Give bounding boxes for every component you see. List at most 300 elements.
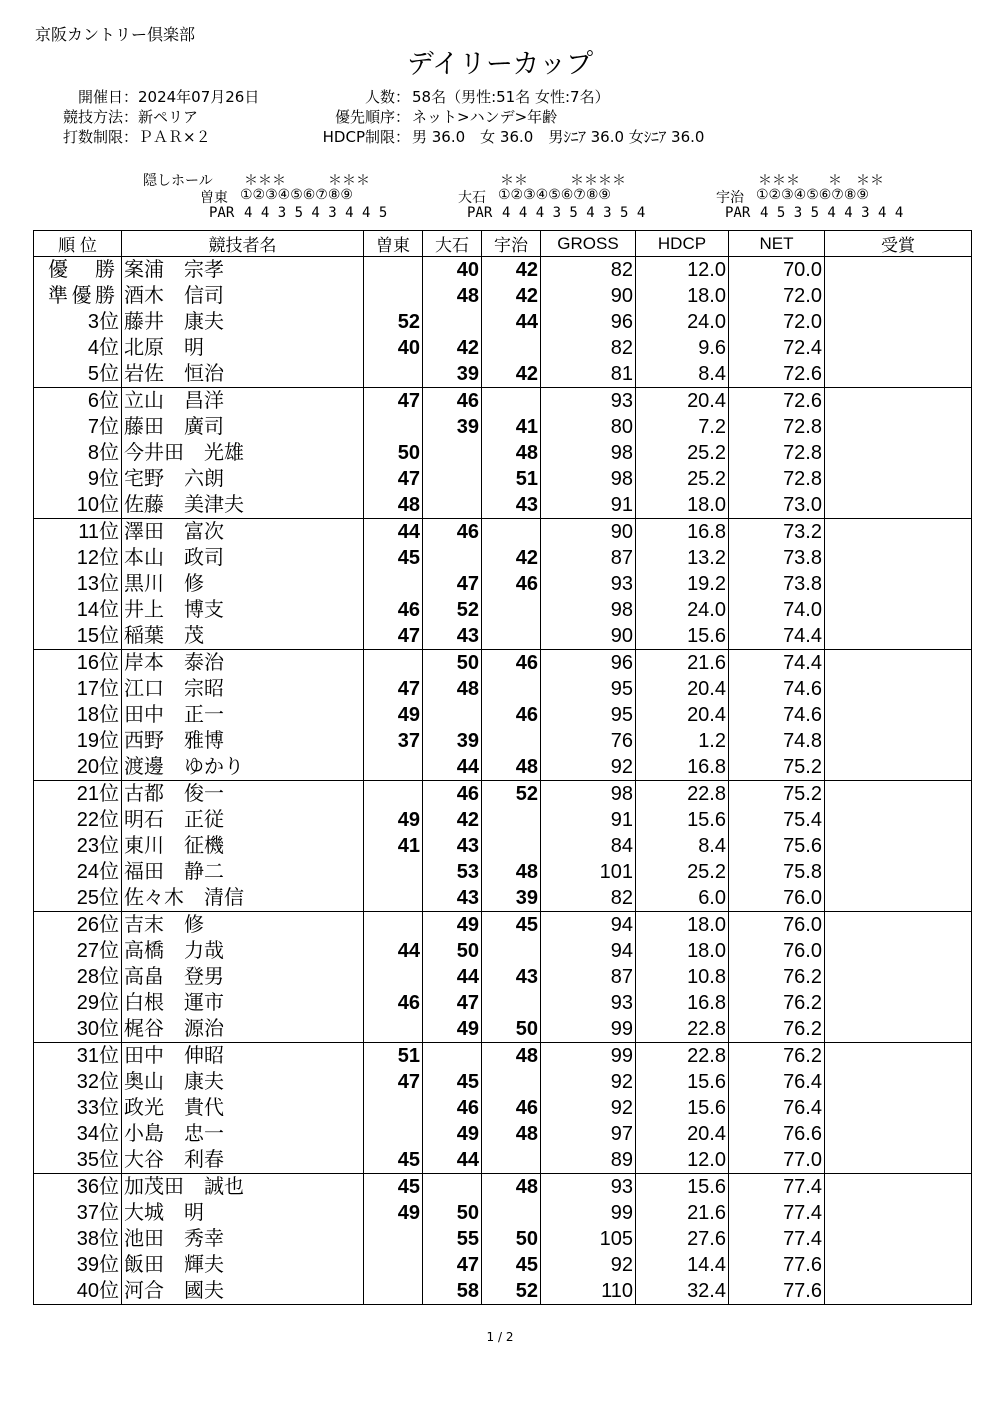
uji-score-cell [482, 833, 541, 859]
net-cell: 73.8 [729, 545, 825, 571]
rank-cell: 29位 [34, 990, 122, 1016]
gross-cell: 96 [541, 309, 636, 335]
header-award: 受賞 [825, 231, 972, 257]
sotou-score-cell [364, 361, 423, 388]
uji-score-cell: 41 [482, 414, 541, 440]
rank-cell: 20位 [34, 754, 122, 781]
oishi-score-cell: 42 [423, 807, 482, 833]
rank-cell: 27位 [34, 938, 122, 964]
table-row [34, 781, 972, 808]
net-cell: 74.4 [729, 623, 825, 650]
uji-score-cell: 51 [482, 466, 541, 492]
gross-cell: 87 [541, 545, 636, 571]
gross-cell: 82 [541, 885, 636, 912]
table-row [34, 990, 972, 1016]
award-cell [825, 702, 972, 728]
header-uji: 宇治 [482, 231, 541, 257]
gross-cell: 99 [541, 1200, 636, 1226]
rank-cell: 13位 [34, 571, 122, 597]
oishi-score-cell: 50 [423, 938, 482, 964]
player-name-cell: 黒川 修 [122, 571, 364, 597]
rank-cell: 11位 [34, 519, 122, 546]
gross-cell: 96 [541, 650, 636, 677]
player-name-cell: 井上 博支 [122, 597, 364, 623]
net-cell: 74.6 [729, 702, 825, 728]
gross-cell: 99 [541, 1016, 636, 1043]
hdcp-cell: 15.6 [636, 623, 729, 650]
gross-cell: 98 [541, 440, 636, 466]
table-row [34, 1016, 972, 1043]
award-cell [825, 1226, 972, 1252]
award-cell [825, 361, 972, 388]
hdcp-cell: 7.2 [636, 414, 729, 440]
rank-cell: 22位 [34, 807, 122, 833]
hdcp-cell: 12.0 [636, 1147, 729, 1174]
uji-score-cell [482, 1069, 541, 1095]
hdcp-cell: 16.8 [636, 754, 729, 781]
net-cell: 70.0 [729, 257, 825, 284]
oishi-score-cell: 55 [423, 1226, 482, 1252]
player-name-cell: 加茂田 誠也 [122, 1174, 364, 1201]
uji-score-cell [482, 1147, 541, 1174]
sotou-score-cell: 37 [364, 728, 423, 754]
gross-cell: 92 [541, 1095, 636, 1121]
player-name-cell: 藤田 廣司 [122, 414, 364, 440]
net-cell: 76.2 [729, 1043, 825, 1070]
rank-cell: 39位 [34, 1252, 122, 1278]
sotou-score-cell: 52 [364, 309, 423, 335]
net-cell: 73.0 [729, 492, 825, 519]
hdcp-cell: 18.0 [636, 492, 729, 519]
page-number: 1 / 2 [486, 1330, 514, 1344]
gross-cell: 93 [541, 571, 636, 597]
gross-cell: 101 [541, 859, 636, 885]
gross-cell: 90 [541, 623, 636, 650]
award-cell [825, 912, 972, 939]
oishi-score-cell: 39 [423, 361, 482, 388]
player-name-cell: 酒木 信司 [122, 283, 364, 309]
net-cell: 74.8 [729, 728, 825, 754]
oishi-score-cell: 45 [423, 1069, 482, 1095]
gross-cell: 93 [541, 388, 636, 415]
rank-cell: 12位 [34, 545, 122, 571]
hdcp-cell: 18.0 [636, 912, 729, 939]
header-hdcp: HDCP [636, 231, 729, 257]
rank-cell: 16位 [34, 650, 122, 677]
rank-cell: 5位 [34, 361, 122, 388]
uji-score-cell [482, 938, 541, 964]
net-cell: 77.6 [729, 1278, 825, 1305]
table-row [34, 1095, 972, 1121]
award-cell [825, 650, 972, 677]
net-cell: 75.6 [729, 833, 825, 859]
oishi-score-cell [423, 545, 482, 571]
gross-cell: 89 [541, 1147, 636, 1174]
sotou-score-cell [364, 781, 423, 808]
oishi-score-cell: 39 [423, 728, 482, 754]
hdcp-cell: 16.8 [636, 990, 729, 1016]
player-name-cell: 北原 明 [122, 335, 364, 361]
oishi-score-cell [423, 309, 482, 335]
par-label-uji: PAR [725, 205, 751, 221]
table-row [34, 257, 972, 284]
sotou-score-cell: 44 [364, 519, 423, 546]
player-name-cell: 政光 貴代 [122, 1095, 364, 1121]
table-row [34, 912, 972, 939]
award-cell [825, 1252, 972, 1278]
par-oishi: 4 4 4 3 5 4 3 5 4 [502, 205, 646, 221]
sotou-score-cell: 44 [364, 938, 423, 964]
net-cell: 74.6 [729, 676, 825, 702]
holes-uji: ①②③④⑤⑥⑦⑧⑨ [756, 187, 869, 203]
method-label: 競技方法： [62, 108, 138, 126]
sotou-score-cell [364, 257, 423, 284]
rank-cell: 40位 [34, 1278, 122, 1305]
par-sotou: 4 4 3 5 4 3 4 4 5 [244, 205, 388, 221]
oishi-score-cell: 48 [423, 283, 482, 309]
uji-score-cell [482, 728, 541, 754]
rank-cell: 36位 [34, 1174, 122, 1201]
oishi-score-cell: 43 [423, 623, 482, 650]
oishi-score-cell: 42 [423, 335, 482, 361]
hdcp-cell: 15.6 [636, 1095, 729, 1121]
rank-cell: 10位 [34, 492, 122, 519]
net-cell: 72.6 [729, 361, 825, 388]
uji-score-cell [482, 623, 541, 650]
net-cell: 76.2 [729, 964, 825, 990]
sotou-score-cell: 47 [364, 676, 423, 702]
award-cell [825, 833, 972, 859]
rank-cell: 4位 [34, 335, 122, 361]
header-net: NET [729, 231, 825, 257]
hdcp-cell: 32.4 [636, 1278, 729, 1305]
hdcp-cell: 15.6 [636, 1069, 729, 1095]
hdcp-cell: 25.2 [636, 859, 729, 885]
uji-score-cell: 46 [482, 571, 541, 597]
gross-cell: 99 [541, 1043, 636, 1070]
oishi-score-cell: 43 [423, 833, 482, 859]
oishi-score-cell [423, 492, 482, 519]
net-cell: 73.8 [729, 571, 825, 597]
sotou-score-cell [364, 1252, 423, 1278]
table-row [34, 650, 972, 677]
uji-score-cell [482, 990, 541, 1016]
table-row [34, 519, 972, 546]
award-cell [825, 335, 972, 361]
uji-score-cell: 44 [482, 309, 541, 335]
player-name-cell: 佐々木 清信 [122, 885, 364, 912]
rank-cell: 3位 [34, 309, 122, 335]
player-name-cell: 明石 正従 [122, 807, 364, 833]
gross-cell: 91 [541, 492, 636, 519]
player-name-cell: 今井田 光雄 [122, 440, 364, 466]
hdcp-cell: 25.2 [636, 440, 729, 466]
oishi-score-cell: 46 [423, 1095, 482, 1121]
gross-cell: 82 [541, 257, 636, 284]
table-row [34, 754, 972, 781]
uji-score-cell: 50 [482, 1226, 541, 1252]
hidden-marks-uji: ＊＊＊ ＊ ＊＊ [758, 173, 884, 189]
table-row [34, 466, 972, 492]
results-table [33, 230, 972, 1305]
award-cell [825, 1147, 972, 1174]
sotou-score-cell: 41 [364, 833, 423, 859]
hdcp-cell: 9.6 [636, 335, 729, 361]
header-rank: 順 位 [34, 231, 122, 257]
uji-score-cell: 42 [482, 545, 541, 571]
oishi-score-cell [423, 702, 482, 728]
table-row [34, 676, 972, 702]
uji-score-cell: 46 [482, 650, 541, 677]
net-cell: 76.6 [729, 1121, 825, 1147]
gross-cell: 92 [541, 754, 636, 781]
award-cell [825, 466, 972, 492]
hdcp-cell: 20.4 [636, 702, 729, 728]
gross-cell: 95 [541, 676, 636, 702]
par-label-sotou: PAR [209, 205, 235, 221]
method-value: 新ペリア [138, 108, 199, 126]
priority-label: 優先順序： [334, 108, 410, 126]
player-name-cell: 白根 運市 [122, 990, 364, 1016]
hdcp-cell: 21.6 [636, 1200, 729, 1226]
oishi-score-cell: 49 [423, 1016, 482, 1043]
net-cell: 75.4 [729, 807, 825, 833]
sotou-score-cell [364, 1278, 423, 1305]
player-name-cell: 河合 國夫 [122, 1278, 364, 1305]
player-name-cell: 江口 宗昭 [122, 676, 364, 702]
award-cell [825, 728, 972, 754]
sotou-score-cell [364, 964, 423, 990]
course-name-uji: 宇治 [716, 190, 744, 206]
sotou-score-cell: 49 [364, 807, 423, 833]
player-name-cell: 西野 雅博 [122, 728, 364, 754]
hdcp-cell: 13.2 [636, 545, 729, 571]
player-name-cell: 佐藤 美津夫 [122, 492, 364, 519]
uji-score-cell [482, 597, 541, 623]
player-name-cell: 飯田 輝夫 [122, 1252, 364, 1278]
uji-score-cell: 42 [482, 257, 541, 284]
table-row [34, 414, 972, 440]
net-cell: 77.4 [729, 1226, 825, 1252]
oishi-score-cell: 48 [423, 676, 482, 702]
course-name-sotou: 曽東 [200, 190, 228, 206]
hdcp-cell: 16.8 [636, 519, 729, 546]
award-cell [825, 1121, 972, 1147]
gross-cell: 90 [541, 283, 636, 309]
table-row [34, 702, 972, 728]
player-name-cell: 梶谷 源治 [122, 1016, 364, 1043]
table-row [34, 597, 972, 623]
table-row [34, 728, 972, 754]
player-name-cell: 高橋 力哉 [122, 938, 364, 964]
oishi-score-cell: 39 [423, 414, 482, 440]
player-name-cell: 大谷 利春 [122, 1147, 364, 1174]
oishi-score-cell: 46 [423, 519, 482, 546]
oishi-score-cell [423, 466, 482, 492]
sotou-score-cell [364, 1121, 423, 1147]
uji-score-cell [482, 807, 541, 833]
player-name-cell: 案浦 宗孝 [122, 257, 364, 284]
gross-cell: 94 [541, 912, 636, 939]
oishi-score-cell: 46 [423, 388, 482, 415]
oishi-score-cell [423, 1043, 482, 1070]
oishi-score-cell: 49 [423, 1121, 482, 1147]
par-label-oishi: PAR [467, 205, 493, 221]
oishi-score-cell: 53 [423, 859, 482, 885]
gross-cell: 93 [541, 990, 636, 1016]
sotou-score-cell [364, 754, 423, 781]
table-row [34, 440, 972, 466]
sotou-score-cell: 47 [364, 466, 423, 492]
net-cell: 76.2 [729, 1016, 825, 1043]
uji-score-cell: 46 [482, 702, 541, 728]
count-value: 58名（男性:51名 女性:7名） [412, 88, 610, 106]
sotou-score-cell [364, 912, 423, 939]
award-cell [825, 492, 972, 519]
award-cell [825, 309, 972, 335]
award-cell [825, 414, 972, 440]
hdcp-cell: 15.6 [636, 1174, 729, 1201]
rank-cell: 34位 [34, 1121, 122, 1147]
table-row [34, 1069, 972, 1095]
uji-score-cell: 39 [482, 885, 541, 912]
player-name-cell: 大城 明 [122, 1200, 364, 1226]
award-cell [825, 440, 972, 466]
net-cell: 76.4 [729, 1069, 825, 1095]
player-name-cell: 岸本 泰治 [122, 650, 364, 677]
header-name: 競技者名 [122, 231, 364, 257]
award-cell [825, 1095, 972, 1121]
uji-score-cell: 48 [482, 1174, 541, 1201]
table-row [34, 1278, 972, 1305]
rank-cell: 14位 [34, 597, 122, 623]
player-name-cell: 藤井 康夫 [122, 309, 364, 335]
hdcp-cell: 15.6 [636, 807, 729, 833]
net-cell: 75.8 [729, 859, 825, 885]
award-cell [825, 885, 972, 912]
oishi-score-cell: 50 [423, 650, 482, 677]
uji-score-cell: 45 [482, 1252, 541, 1278]
hdcp-cell: 24.0 [636, 597, 729, 623]
uji-score-cell: 48 [482, 440, 541, 466]
rank-cell: 8位 [34, 440, 122, 466]
hdcp-cell: 10.8 [636, 964, 729, 990]
sotou-score-cell: 46 [364, 597, 423, 623]
header-oishi: 大石 [423, 231, 482, 257]
hdcp-cell: 24.0 [636, 309, 729, 335]
date-value: 2024年07月26日 [138, 88, 260, 106]
gross-cell: 94 [541, 938, 636, 964]
course-name-oishi: 大石 [458, 190, 486, 206]
net-cell: 74.4 [729, 650, 825, 677]
oishi-score-cell: 49 [423, 912, 482, 939]
award-cell [825, 597, 972, 623]
hdcp-cell: 20.4 [636, 388, 729, 415]
rank-cell: 6位 [34, 388, 122, 415]
net-cell: 72.8 [729, 414, 825, 440]
award-cell [825, 545, 972, 571]
net-cell: 75.2 [729, 754, 825, 781]
oishi-score-cell: 40 [423, 257, 482, 284]
page-title: デイリーカップ [406, 49, 594, 80]
rank-cell: 30位 [34, 1016, 122, 1043]
table-row [34, 571, 972, 597]
hdcp-cell: 22.8 [636, 781, 729, 808]
player-name-cell: 田中 正一 [122, 702, 364, 728]
rank-cell: 25位 [34, 885, 122, 912]
gross-cell: 98 [541, 781, 636, 808]
hdcp-cell: 14.4 [636, 1252, 729, 1278]
sotou-score-cell [364, 650, 423, 677]
oishi-score-cell [423, 1174, 482, 1201]
oishi-score-cell: 52 [423, 597, 482, 623]
award-cell [825, 990, 972, 1016]
oishi-score-cell: 44 [423, 964, 482, 990]
player-name-cell: 福田 静二 [122, 859, 364, 885]
rank-cell: 35位 [34, 1147, 122, 1174]
uji-score-cell: 52 [482, 1278, 541, 1305]
limit-label: 打数制限： [62, 128, 138, 146]
net-cell: 72.8 [729, 440, 825, 466]
sotou-score-cell [364, 571, 423, 597]
table-row [34, 1147, 972, 1174]
table-row [34, 859, 972, 885]
player-name-cell: 岩佐 恒治 [122, 361, 364, 388]
uji-score-cell [482, 1200, 541, 1226]
hdcp-cell: 8.4 [636, 361, 729, 388]
oishi-score-cell: 47 [423, 571, 482, 597]
sotou-score-cell: 45 [364, 1147, 423, 1174]
gross-cell: 80 [541, 414, 636, 440]
hdcp-cell: 22.8 [636, 1016, 729, 1043]
player-name-cell: 東川 征機 [122, 833, 364, 859]
rank-cell: 優勝 [34, 257, 122, 284]
sotou-score-cell: 48 [364, 492, 423, 519]
table-row [34, 545, 972, 571]
uji-score-cell: 48 [482, 1121, 541, 1147]
sotou-score-cell [364, 414, 423, 440]
player-name-cell: 古都 俊一 [122, 781, 364, 808]
oishi-score-cell: 58 [423, 1278, 482, 1305]
uji-score-cell: 42 [482, 283, 541, 309]
net-cell: 76.0 [729, 885, 825, 912]
uji-score-cell: 46 [482, 1095, 541, 1121]
gross-cell: 98 [541, 466, 636, 492]
hdcp-cell: 18.0 [636, 938, 729, 964]
player-name-cell: 澤田 富次 [122, 519, 364, 546]
gross-cell: 76 [541, 728, 636, 754]
oishi-score-cell: 50 [423, 1200, 482, 1226]
gross-cell: 110 [541, 1278, 636, 1305]
net-cell: 77.0 [729, 1147, 825, 1174]
gross-cell: 87 [541, 964, 636, 990]
rank-cell: 26位 [34, 912, 122, 939]
player-name-cell: 宅野 六朗 [122, 466, 364, 492]
sotou-score-cell: 51 [364, 1043, 423, 1070]
header-gross: GROSS [541, 231, 636, 257]
award-cell [825, 388, 972, 415]
hdcp-cell: 20.4 [636, 676, 729, 702]
oishi-score-cell [423, 440, 482, 466]
rank-cell: 準優勝 [34, 283, 122, 309]
hidden-marks-oishi: ＊＊ ＊＊＊＊ [500, 173, 626, 189]
award-cell [825, 257, 972, 284]
limit-value: ＰＡＲ×２ [138, 128, 211, 146]
priority-value: ネット>ハンデ>年齢 [412, 108, 558, 126]
hdcp-cell: 21.6 [636, 650, 729, 677]
award-cell [825, 519, 972, 546]
award-cell [825, 623, 972, 650]
